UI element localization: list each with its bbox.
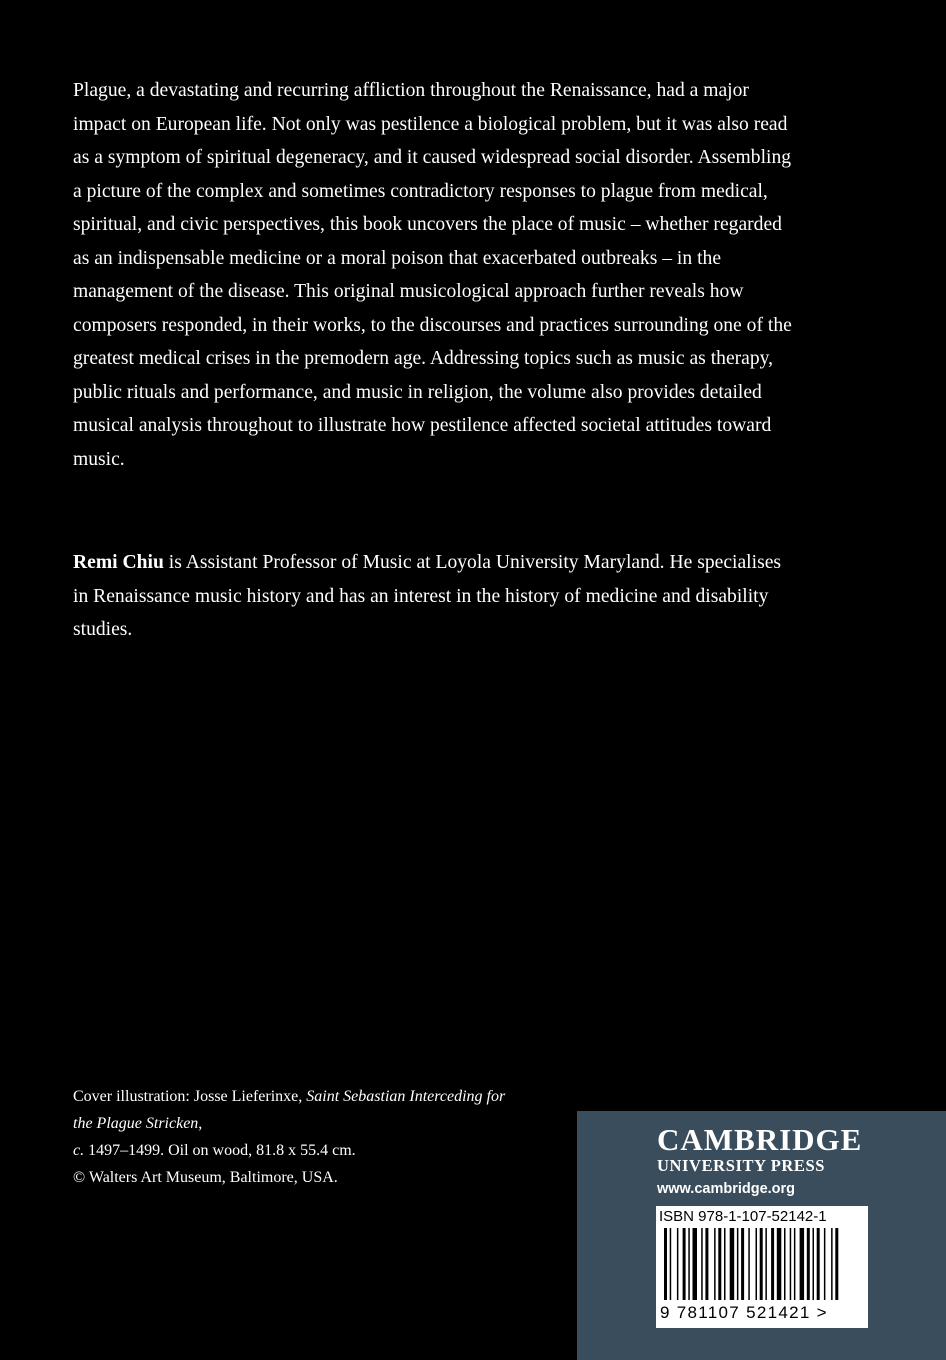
barcode-bar [701,1228,703,1300]
barcode-bar [714,1228,716,1300]
publisher-url: www.cambridge.org [657,1181,796,1197]
barcode-bar [741,1228,744,1300]
barcode-bar [794,1228,796,1300]
barcode-bar [705,1228,708,1300]
author-bio [73,546,793,647]
artwork-details: 1497–1499. Oil on wood, 81.8 x 55.4 cm. [84,1142,356,1159]
barcode-bar [835,1228,838,1300]
barcode-bar [677,1228,679,1300]
barcode-bar [817,1228,820,1300]
book-description: Plague, a devastating and recurring affliction throughout the Renaissance, had a major impact on European life. Not only was pestilence a biological problem, but it was also read as a symptom of spiritual degeneracy, and it caused widespread social disorder. Assembling a picture of the complex and sometimes contradictory responses to plague from medical, spiritual, and civic perspectives, this book uncovers the place of music – whether regarded as an indispensable medicine or a moral poison that exacerbated outbreaks – in the management of the disease. This original musicological approach further reveals how composers responded, in their works, to the discourses and practices surrounding one of the greatest medical crises in the premodern age. Addressing topics such as music as therapy, public rituals and performance, and music in religion, the volume also provides detailed musical analysis throughout to illustrate how pestilence affected societal attitudes toward music. [73,80,792,470]
credit-copyright: © Walters Art Museum, Baltimore, USA. [73,1169,338,1186]
barcode-bar [730,1228,735,1300]
barcode-bar [756,1228,758,1300]
barcode-bar [748,1228,750,1300]
barcode-bar [771,1228,774,1300]
credit-prefix: Cover illustration: Josse Lieferinxe, [73,1088,307,1105]
barcode-bar [737,1228,739,1300]
barcode-bar [683,1228,686,1300]
barcode-bar [813,1228,815,1300]
barcode-bar [777,1228,782,1300]
barcode-bar [693,1228,698,1300]
barcode-bar [831,1228,833,1300]
barcode-digits: 9 781107 521421 > [660,1303,828,1322]
barcode-bar [688,1228,690,1300]
barcode-bar [760,1228,763,1300]
artwork-title: Saint Sebastian Interceding for the Plague Stricken [73,1088,506,1132]
barcode-bars [656,1228,868,1304]
cover-illustration-credit: Cover illustration: Josse Lieferinxe, Saint Sebastian Interceding for the Plague Stricken, c. 1497–1499. Oil on wood, 81.8 x 55.4 cm. © Walters Art Museum, Baltimore, USA. [73,1088,506,1186]
publisher-box [577,1111,946,1360]
barcode-bar [718,1228,721,1300]
barcode-bar [807,1228,810,1300]
barcode-bar [784,1228,786,1300]
isbn-barcode [655,1205,869,1329]
isbn-label: ISBN 978-1-107-52142-1 [659,1208,827,1225]
barcode-bar [790,1228,792,1300]
barcode-bar [800,1228,805,1300]
barcode-bar [664,1228,667,1300]
barcode-bar [724,1228,726,1300]
barcode-bar [765,1228,767,1300]
circa-label: c. [73,1142,85,1159]
barcode-bar [824,1228,826,1300]
publisher-logo-name: CAMBRIDGE [657,1122,863,1157]
author-name: Remi Chiu [73,552,164,573]
barcode-bar [670,1228,672,1300]
publisher-logo-subtitle: UNIVERSITY PRESS [657,1156,826,1175]
author-bio-text: is Assistant Professor of Music at Loyola University Maryland. He specialises in Renaissance music history and has an interest in the history of medicine and disability studies. [73,552,782,640]
